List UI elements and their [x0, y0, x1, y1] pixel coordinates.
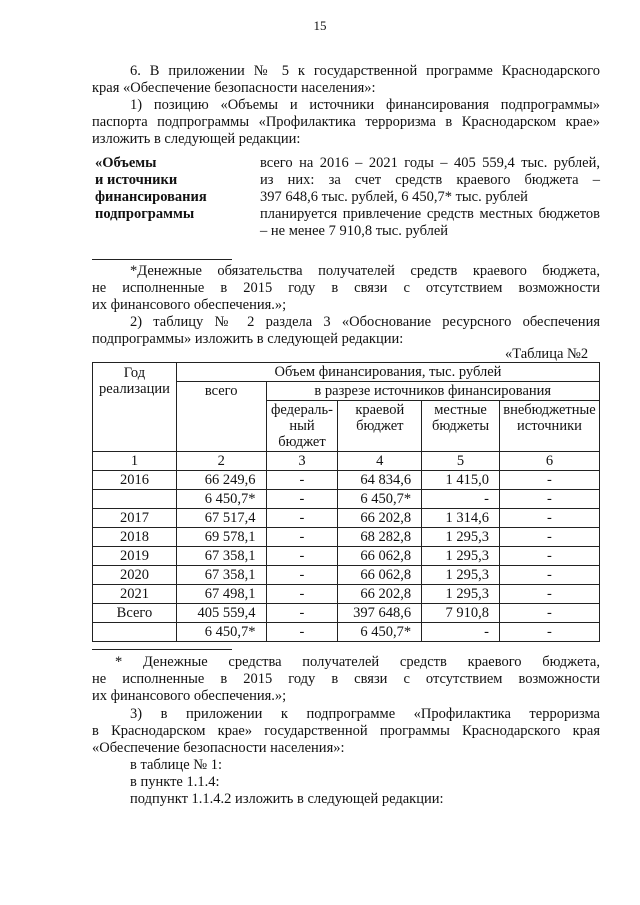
cell-year: 2019: [93, 547, 177, 566]
cell-extra: -: [499, 604, 599, 623]
cell-extra: -: [499, 471, 599, 490]
item1-line-3: изложить в следующей редакции:: [92, 131, 301, 147]
cell-total: 67 498,1: [176, 585, 266, 604]
cell-total: 67 358,1: [176, 547, 266, 566]
passport-label-1: «Объемы: [95, 155, 157, 171]
cell-local: -: [422, 490, 500, 509]
column-number: 4: [338, 452, 422, 471]
cell-regional: 64 834,6: [338, 471, 422, 490]
cell-federal: -: [266, 547, 338, 566]
footnote2-line-1: * Денежные средства получателей средств краевого бюджета,: [115, 654, 600, 670]
cell-extra: -: [499, 528, 599, 547]
item3-line-2: в Краснодарском крае» государственной программы Краснодарского края: [92, 723, 600, 739]
cell-year: 2018: [93, 528, 177, 547]
table-row: [93, 471, 600, 490]
cell-local: 1 295,3: [422, 528, 500, 547]
item2-line-2: подпрограммы» изложить в следующей редакции:: [92, 331, 404, 347]
cell-regional: 6 450,7*: [338, 490, 422, 509]
column-number: 5: [422, 452, 500, 471]
cell-federal: -: [266, 585, 338, 604]
header-local: местные бюджеты: [422, 401, 500, 452]
table-row: [93, 528, 600, 547]
column-number: 2: [176, 452, 266, 471]
cell-local: 1 295,3: [422, 547, 500, 566]
table-row: [93, 509, 600, 528]
item3-line-1: 3) в приложении к подпрограмме «Профилактика терроризма: [130, 706, 600, 722]
cell-extra: -: [499, 623, 599, 642]
financing-table: [92, 362, 600, 642]
intro-line-2: края «Обеспечение безопасности населения»:: [92, 80, 376, 96]
header-regional: краевой бюджет: [338, 401, 422, 452]
cell-regional: 397 648,6: [338, 604, 422, 623]
cell-total: 405 559,4: [176, 604, 266, 623]
item1-line-2: паспорта подпрограммы «Профилактика терроризма в Краснодарском крае»: [92, 114, 600, 130]
intro-line-1: 6. В приложении № 5 к государственной программе Краснодарского: [130, 63, 600, 79]
cell-local: 1 295,3: [422, 566, 500, 585]
passport-value-1: всего на 2016 – 2021 годы – 405 559,4 тыс. рублей,: [260, 155, 600, 171]
table-caption: «Таблица №2: [505, 346, 589, 362]
cell-federal: -: [266, 471, 338, 490]
cell-local: 1 295,3: [422, 585, 500, 604]
header-by-source: в разрезе источников финансирования: [266, 382, 600, 401]
page-number: 15: [313, 18, 327, 33]
table-row: [93, 623, 600, 642]
cell-local: -: [422, 623, 500, 642]
cell-year: [93, 490, 177, 509]
cell-extra: -: [499, 547, 599, 566]
cell-total: 6 450,7*: [176, 623, 266, 642]
table-row: [93, 490, 600, 509]
cell-total: 69 578,1: [176, 528, 266, 547]
header-extra: внебюджетные источники: [499, 401, 599, 452]
cell-extra: -: [499, 490, 599, 509]
column-number: 3: [266, 452, 338, 471]
cell-year: Всего: [93, 604, 177, 623]
item3-line-5: в пункте 1.1.4:: [130, 774, 220, 790]
passport-label-3: финансирования: [95, 189, 207, 205]
header-volume: Объем финансирования, тыс. рублей: [176, 363, 599, 382]
cell-local: 7 910,8: [422, 604, 500, 623]
cell-regional: 6 450,7*: [338, 623, 422, 642]
item3-line-3: «Обеспечение безопасности населения»:: [92, 740, 345, 756]
passport-value-5: – не менее 7 910,8 тыс. рублей: [260, 223, 449, 239]
table-row: [93, 547, 600, 566]
cell-federal: -: [266, 604, 338, 623]
footnote-rule-2: [92, 649, 232, 650]
cell-federal: -: [266, 623, 338, 642]
cell-total: 67 517,4: [176, 509, 266, 528]
cell-federal: -: [266, 528, 338, 547]
item3-line-4: в таблице № 1:: [130, 757, 222, 773]
header-federal: федераль-ный бюджет: [266, 401, 338, 452]
cell-year: 2017: [93, 509, 177, 528]
column-numbers-row: [93, 452, 600, 471]
passport-label-4: подпрограммы: [95, 206, 195, 222]
cell-year: 2020: [93, 566, 177, 585]
header-year: Год реализации: [93, 363, 177, 452]
cell-year: 2021: [93, 585, 177, 604]
table-row: [93, 585, 600, 604]
cell-total: 6 450,7*: [176, 490, 266, 509]
cell-federal: -: [266, 509, 338, 528]
cell-federal: -: [266, 490, 338, 509]
cell-regional: 66 202,8: [338, 585, 422, 604]
column-number: 1: [93, 452, 177, 471]
footnote1-line-2: не исполненные в 2015 году в связи с отсутствием возможности: [92, 280, 600, 296]
passport-value-4: планируется привлечение средств местных бюджетов: [260, 206, 600, 222]
passport-label-2: и источники: [95, 172, 178, 188]
cell-federal: -: [266, 566, 338, 585]
item3-line-6: подпункт 1.1.4.2 изложить в следующей редакции:: [130, 791, 444, 807]
footnote1-line-1: *Денежные обязательства получателей средств краевого бюджета,: [130, 263, 600, 279]
cell-extra: -: [499, 509, 599, 528]
cell-year: 2016: [93, 471, 177, 490]
footnote2-line-2: не исполненные в 2015 году в связи с отсутствием возможности: [92, 671, 600, 687]
column-number: 6: [499, 452, 599, 471]
cell-regional: 66 202,8: [338, 509, 422, 528]
footnote-rule-1: [92, 259, 232, 260]
passport-value-2: из них: за счет средств краевого бюджета –: [260, 172, 600, 188]
cell-regional: 68 282,8: [338, 528, 422, 547]
cell-total: 66 249,6: [176, 471, 266, 490]
header-total: всего: [176, 382, 266, 452]
cell-total: 67 358,1: [176, 566, 266, 585]
cell-local: 1 314,6: [422, 509, 500, 528]
cell-year: [93, 623, 177, 642]
cell-regional: 66 062,8: [338, 566, 422, 585]
table-row: [93, 566, 600, 585]
cell-extra: -: [499, 566, 599, 585]
cell-regional: 66 062,8: [338, 547, 422, 566]
footnote2-line-3: их финансового обеспечения.»;: [92, 688, 287, 704]
passport-value-3: 397 648,6 тыс. рублей, 6 450,7* тыс. рублей: [260, 189, 528, 205]
table-row: [93, 604, 600, 623]
item2-line-1: 2) таблицу № 2 раздела 3 «Обоснование ресурсного обеспечения: [130, 314, 600, 330]
cell-local: 1 415,0: [422, 471, 500, 490]
item1-line-1: 1) позицию «Объемы и источники финансирования подпрограммы»: [130, 97, 600, 113]
cell-extra: -: [499, 585, 599, 604]
footnote1-line-3: их финансового обеспечения.»;: [92, 297, 287, 313]
